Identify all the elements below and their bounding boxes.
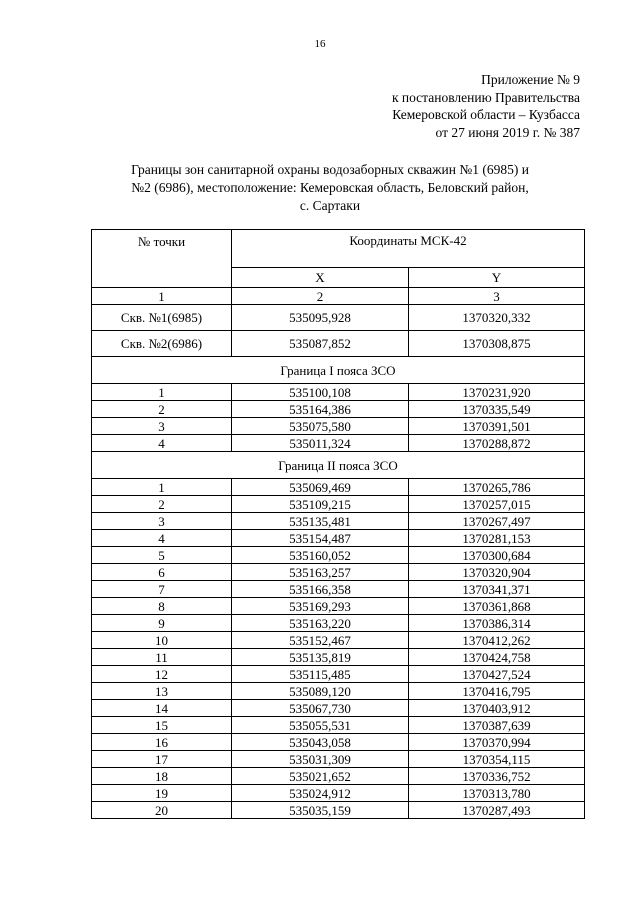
coord-y: 1370287,493 [409, 802, 585, 819]
coord-y: 1370391,501 [409, 418, 585, 435]
point-number: 15 [92, 717, 232, 734]
point-number: 3 [92, 513, 232, 530]
coord-y: 1370370,994 [409, 734, 585, 751]
point-number: 16 [92, 734, 232, 751]
coord-y: 1370416,795 [409, 683, 585, 700]
well-row [92, 331, 585, 357]
table-row [92, 768, 585, 785]
table-row [92, 751, 585, 768]
coord-x: 535135,481 [232, 513, 409, 530]
point-number: 8 [92, 598, 232, 615]
coord-x: 535160,052 [232, 547, 409, 564]
table-row [92, 496, 585, 513]
coord-x: 535031,309 [232, 751, 409, 768]
document-title [90, 161, 570, 215]
coord-y: 1370412,262 [409, 632, 585, 649]
point-number: 12 [92, 666, 232, 683]
table-row [92, 564, 585, 581]
point-number: 13 [92, 683, 232, 700]
coord-x: 535067,730 [232, 700, 409, 717]
table-row [92, 418, 585, 435]
coord-x: 535163,257 [232, 564, 409, 581]
header-coordinates: Координаты МСК-42 [232, 230, 585, 268]
title-line: с. Сартаки [299, 198, 361, 213]
section-row-zone1 [92, 357, 585, 384]
title-line: Границы зон санитарной охраны водозаборных скважин №1 (6985) и [131, 162, 529, 177]
table-row [92, 513, 585, 530]
coord-x: 535163,220 [232, 615, 409, 632]
coord-x: 535069,469 [232, 479, 409, 496]
coord-y: 1370288,872 [409, 435, 585, 452]
table-row [92, 547, 585, 564]
coord-y: 1370257,015 [409, 496, 585, 513]
title-line: №2 (6986), местоположение: Кемеровская область, Беловский район, [131, 180, 529, 195]
table-row [92, 598, 585, 615]
coord-x: 535089,120 [232, 683, 409, 700]
coord-x: 535152,467 [232, 632, 409, 649]
point-number: 2 [92, 401, 232, 418]
page-number: 16 [314, 38, 326, 50]
coord-y: 1370300,684 [409, 547, 585, 564]
coord-x: 535021,652 [232, 768, 409, 785]
coord-y: 1370335,549 [409, 401, 585, 418]
well-x: 535095,928 [232, 305, 409, 331]
point-number: 20 [92, 802, 232, 819]
table-row [92, 802, 585, 819]
point-number: 3 [92, 418, 232, 435]
coord-x: 535109,215 [232, 496, 409, 513]
table-row [92, 384, 585, 401]
coord-x: 535011,324 [232, 435, 409, 452]
table-row [92, 401, 585, 418]
well-row [92, 305, 585, 331]
coord-x: 535035,159 [232, 802, 409, 819]
point-number: 5 [92, 547, 232, 564]
table-row [92, 666, 585, 683]
coord-y: 1370424,758 [409, 649, 585, 666]
table-row [92, 649, 585, 666]
point-number: 4 [92, 435, 232, 452]
coord-x: 535043,058 [232, 734, 409, 751]
well-y: 1370308,875 [409, 331, 585, 357]
coord-y: 1370281,153 [409, 530, 585, 547]
coord-y: 1370427,524 [409, 666, 585, 683]
table-row [92, 785, 585, 802]
coord-x: 535055,531 [232, 717, 409, 734]
coord-x: 535154,487 [232, 530, 409, 547]
point-number: 1 [92, 384, 232, 401]
coord-x: 535164,386 [232, 401, 409, 418]
point-number: 9 [92, 615, 232, 632]
header-point-number: № точки [92, 230, 232, 288]
header-y: Y [409, 268, 585, 288]
appendix-line: от 27 июня 2019 г. № 387 [435, 124, 580, 140]
table-row [92, 530, 585, 547]
coord-y: 1370231,920 [409, 384, 585, 401]
coord-y: 1370313,780 [409, 785, 585, 802]
section-row-zone2 [92, 452, 585, 479]
coord-y: 1370341,371 [409, 581, 585, 598]
well-x: 535087,852 [232, 331, 409, 357]
well-name: Скв. №2(6986) [92, 331, 232, 357]
point-number: 2 [92, 496, 232, 513]
coord-x: 535024,912 [232, 785, 409, 802]
table-row [92, 435, 585, 452]
table-row [92, 581, 585, 598]
appendix-line: Кемеровской области – Кузбасса [392, 107, 580, 122]
coord-x: 535100,108 [232, 384, 409, 401]
point-number: 18 [92, 768, 232, 785]
coord-y: 1370267,497 [409, 513, 585, 530]
appendix-line: к постановлению Правительства [391, 89, 580, 105]
coord-y: 1370386,314 [409, 615, 585, 632]
appendix-line: Приложение № 9 [481, 72, 580, 87]
coord-x: 535115,485 [232, 666, 409, 683]
point-number: 14 [92, 700, 232, 717]
table-row [92, 479, 585, 496]
column-number: 2 [232, 288, 409, 305]
coord-y: 1370336,752 [409, 768, 585, 785]
appendix-block [392, 71, 580, 141]
table-row [92, 632, 585, 649]
column-number-row [92, 288, 585, 305]
column-number: 3 [409, 288, 585, 305]
coord-y: 1370354,115 [409, 751, 585, 768]
coord-x: 535169,293 [232, 598, 409, 615]
well-y: 1370320,332 [409, 305, 585, 331]
coord-y: 1370403,912 [409, 700, 585, 717]
well-name: Скв. №1(6985) [92, 305, 232, 331]
coord-y: 1370320,904 [409, 564, 585, 581]
point-number: 7 [92, 581, 232, 598]
coord-y: 1370265,786 [409, 479, 585, 496]
coord-x: 535075,580 [232, 418, 409, 435]
header-row [92, 230, 585, 268]
point-number: 17 [92, 751, 232, 768]
section-title: Граница I пояса ЗСО [92, 357, 585, 384]
point-number: 1 [92, 479, 232, 496]
coord-y: 1370387,639 [409, 717, 585, 734]
table-row [92, 615, 585, 632]
point-number: 11 [92, 649, 232, 666]
table-row [92, 734, 585, 751]
section-title: Граница II пояса ЗСО [92, 452, 585, 479]
column-number: 1 [92, 288, 232, 305]
header-x: X [232, 268, 409, 288]
coordinates-table [91, 229, 585, 819]
point-number: 4 [92, 530, 232, 547]
table-row [92, 700, 585, 717]
table-row [92, 683, 585, 700]
coord-y: 1370361,868 [409, 598, 585, 615]
coord-x: 535166,358 [232, 581, 409, 598]
table-row [92, 717, 585, 734]
point-number: 6 [92, 564, 232, 581]
point-number: 10 [92, 632, 232, 649]
point-number: 19 [92, 785, 232, 802]
coord-x: 535135,819 [232, 649, 409, 666]
